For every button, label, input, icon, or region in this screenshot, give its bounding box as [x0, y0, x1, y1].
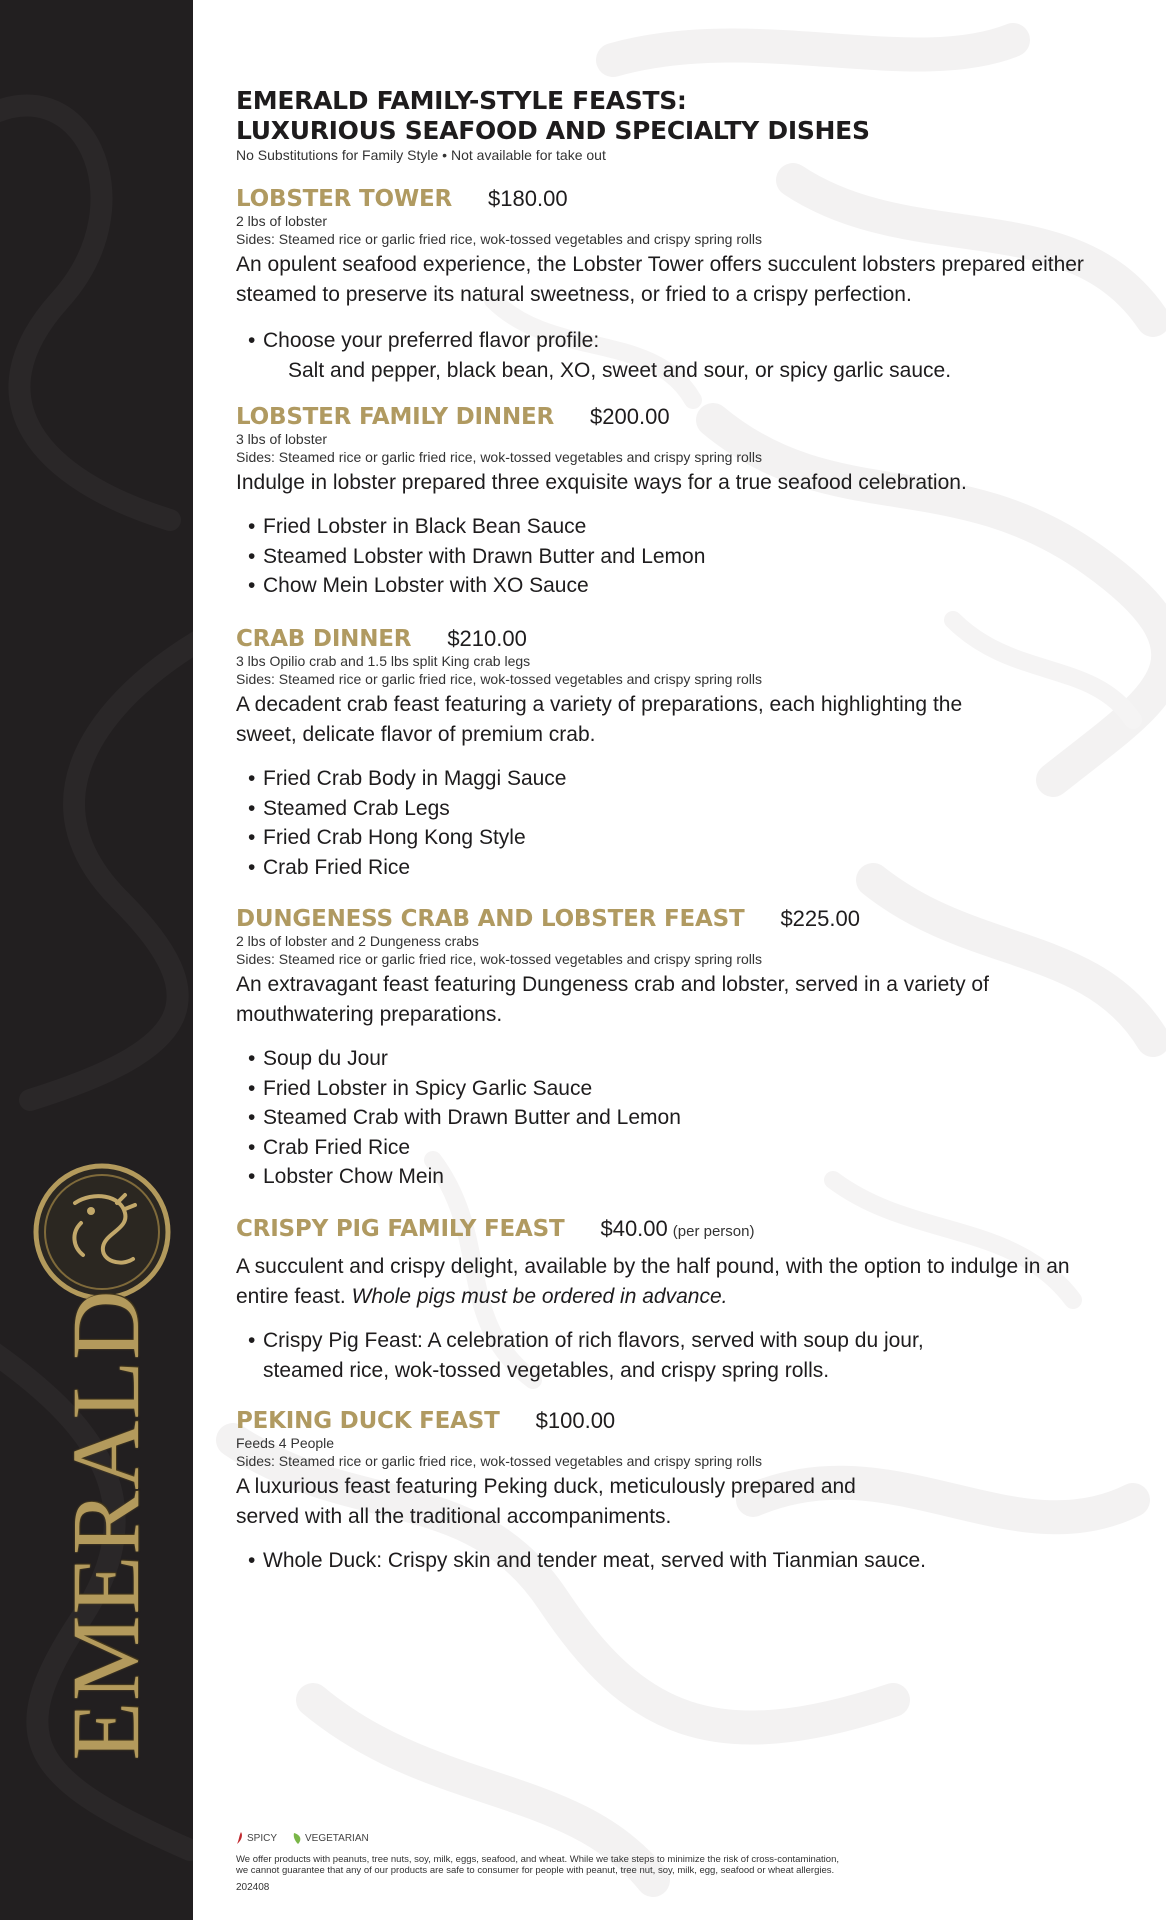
chili-pepper-icon [236, 1832, 244, 1844]
list-item: • Fried Lobster in Black Bean Sauce [248, 512, 1116, 542]
dish-portion: 3 lbs of lobster [236, 431, 328, 447]
menu-subtitle: No Substitutions for Family Style • Not available for take out [236, 147, 606, 163]
dish-sides: Sides: Steamed rice or garlic fried rice, wok-tossed vegetables and crispy spring rolls [236, 1453, 763, 1469]
list-item: • Crispy Pig Feast: A celebration of rich flavors, served with soup du jour, steamed rice, wok-tossed vegetables, and crispy spring rolls. [248, 1326, 988, 1385]
list-item: • Steamed Crab with Drawn Butter and Lemon [248, 1103, 1116, 1133]
dietary-legend [236, 1832, 1116, 1844]
price-note: (per person) [672, 1223, 755, 1240]
list-item: • Lobster Chow Mein [248, 1162, 1116, 1192]
dish-peking-duck-feast [236, 1408, 1116, 1576]
dish-portion: Feeds 4 People [236, 1435, 335, 1451]
menu-code: 202408 [236, 1882, 270, 1893]
dish-portion: 3 lbs Opilio crab and 1.5 lbs split King crab legs [236, 653, 531, 669]
menu-title-line-1: EMERALD FAMILY-STYLE FEASTS: [236, 86, 687, 115]
leaf-icon [293, 1833, 302, 1844]
dish-sides: Sides: Steamed rice or garlic fried rice, wok-tossed vegetables and crispy spring rolls [236, 231, 763, 247]
list-item: • Steamed Lobster with Drawn Butter and Lemon [248, 542, 1116, 572]
menu-content [236, 86, 1116, 1572]
legend-vegetarian: VEGETARIAN [293, 1833, 377, 1844]
dish-items [248, 512, 1116, 601]
list-item: • Fried Crab Hong Kong Style [248, 823, 1116, 853]
emerald-wordmark: EMERALD [52, 1289, 159, 1761]
dish-items [248, 1044, 1116, 1192]
dish-lobster-tower [236, 186, 1116, 385]
dish-name: LOBSTER FAMILY DINNER [236, 404, 555, 430]
dish-items [248, 1546, 1116, 1576]
dish-name: DUNGENESS CRAB AND LOBSTER FEAST [236, 906, 745, 932]
dish-name: CRISPY PIG FAMILY FEAST [236, 1216, 565, 1242]
list-item: • Crab Fried Rice [248, 853, 1116, 883]
dish-price: $200.00 [590, 404, 670, 429]
advance-order-note: Whole pigs must be ordered in advance. [351, 1285, 728, 1308]
allergy-disclaimer: We offer products with peanuts, tree nuts, soy, milk, eggs, seafood, and wheat. While we take steps to minimize the risk of cross-contamination, we cannot guarantee that any of our products are safe to consumer for people with peanut, tree nut, soy, milk, egg, seafood or wheat allergies. [236, 1854, 840, 1876]
dish-name: LOBSTER TOWER [236, 186, 453, 212]
list-item: • Choose your preferred flavor profile: Salt and pepper, black bean, XO, sweet and sour, or spicy garlic sauce. [248, 326, 1116, 385]
brand-sidebar [0, 0, 193, 1920]
dish-price: $210.00 [447, 626, 527, 651]
list-item: • Crab Fried Rice [248, 1133, 1116, 1163]
dish-crab-dinner [236, 626, 1116, 882]
dish-price: $40.00 [600, 1216, 668, 1241]
dish-portion: 2 lbs of lobster and 2 Dungeness crabs [236, 933, 479, 949]
flavor-options: Salt and pepper, black bean, XO, sweet and sour, or spicy garlic sauce. [288, 358, 952, 382]
list-item: • Soup du Jour [248, 1044, 1116, 1074]
dish-sides: Sides: Steamed rice or garlic fried rice, wok-tossed vegetables and crispy spring rolls [236, 449, 763, 465]
dish-description: A decadent crab feast featuring a variety of preparations, each highlighting the sweet, delicate flavor of premium crab. [236, 693, 963, 746]
dish-dungeness-crab-lobster-feast [236, 906, 1116, 1192]
dish-description: An extravagant feast featuring Dungeness crab and lobster, served in a variety of mouthwatering preparations. [236, 973, 989, 1026]
dish-description: Indulge in lobster prepared three exquisite ways for a true seafood celebration. [236, 471, 967, 494]
dish-portion: 2 lbs of lobster [236, 213, 328, 229]
list-item: • Whole Duck: Crispy skin and tender meat, served with Tianmian sauce. [248, 1546, 1116, 1576]
list-item: • Fried Lobster in Spicy Garlic Sauce [248, 1074, 1116, 1104]
dish-items [248, 764, 1116, 882]
dish-price: $100.00 [535, 1408, 616, 1433]
list-item: • Fried Crab Body in Maggi Sauce [248, 764, 1116, 794]
dish-price: $225.00 [780, 906, 860, 931]
menu-title-line-2: LUXURIOUS SEAFOOD AND SPECIALTY DISHES [236, 116, 870, 145]
dish-items [248, 326, 1116, 385]
dish-sides: Sides: Steamed rice or garlic fried rice, wok-tossed vegetables and crispy spring rolls [236, 951, 763, 967]
dish-description: A luxurious feast featuring Peking duck, meticulously prepared and served with all the traditional accompaniments. [236, 1475, 856, 1528]
dish-crispy-pig-family-feast [236, 1216, 1116, 1385]
dish-items [248, 1326, 988, 1385]
dish-description: A succulent and crispy delight, available by the half pound, with the option to indulge in an entire feast. Whole pigs must be ordered in advance. [236, 1255, 1070, 1308]
dish-lobster-family-dinner [236, 404, 1116, 601]
list-item: • Chow Mein Lobster with XO Sauce [248, 571, 1116, 601]
dragon-medallion-logo [33, 1163, 171, 1301]
legend-spicy: SPICY [236, 1832, 285, 1844]
dish-description: An opulent seafood experience, the Lobster Tower offers succulent lobsters prepared either steamed to preserve its natural sweetness, or fried to a crispy perfection. [236, 253, 1084, 306]
menu-footer [236, 1832, 1116, 1893]
dish-sides: Sides: Steamed rice or garlic fried rice, wok-tossed vegetables and crispy spring rolls [236, 671, 763, 687]
list-item: • Steamed Crab Legs [248, 794, 1116, 824]
dish-price: $180.00 [488, 186, 568, 211]
dish-name: PEKING DUCK FEAST [236, 1408, 500, 1434]
dish-name: CRAB DINNER [236, 626, 412, 652]
